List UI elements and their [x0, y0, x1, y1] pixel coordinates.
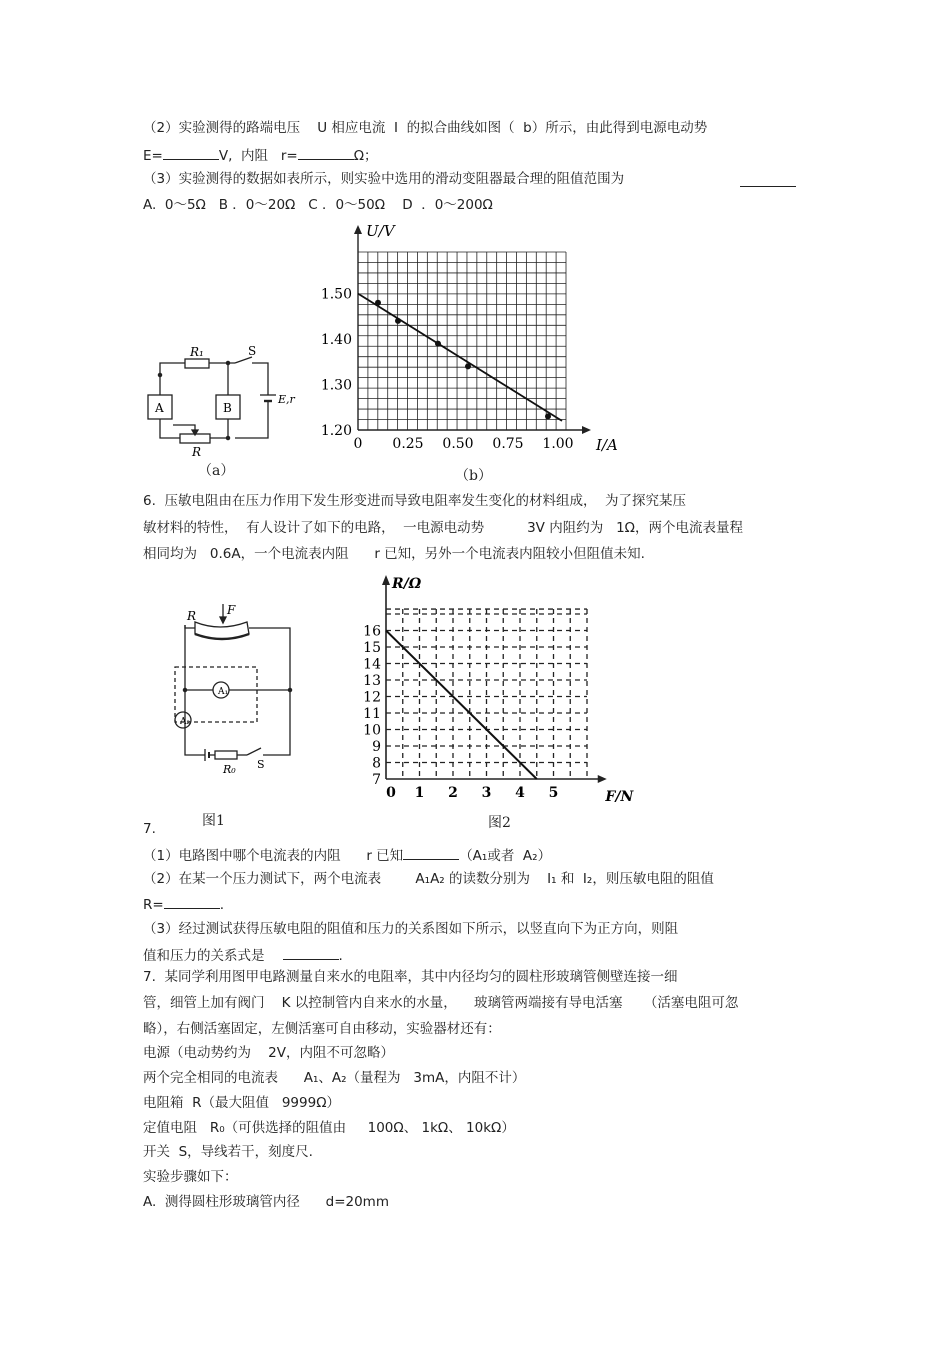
- material-5: 开关 S，导线若干，刻度尺.: [143, 1144, 313, 1160]
- resistance-r-blank[interactable]: [164, 894, 220, 909]
- y-tick-label: 16: [363, 623, 381, 640]
- sub2-line-2: R= .: [143, 894, 224, 914]
- y-axis-arrow: [382, 575, 390, 585]
- y-axis-label: R/Ω: [392, 576, 422, 592]
- q2-line-2: E= V, 内阻 r= Ω；: [143, 145, 378, 165]
- p7-line-1: 7. 某同学利用图甲电路测量自来水的电阻率，其中内径均匀的圆柱形玻璃管侧壁连接一细: [143, 969, 678, 985]
- rx-label: R: [187, 609, 197, 623]
- step-a: A. 测得圆柱形玻璃管内径 d=20mm: [143, 1194, 389, 1210]
- rheostat-blank[interactable]: [740, 172, 796, 187]
- x-tick-label: 1: [414, 785, 425, 801]
- material-3: 电阻箱 R（最大阻值 9999Ω）: [143, 1095, 341, 1111]
- sub3-line-1: （3）经过测试获得压敏电阻的阻值和压力的关系图如下所示，以竖直向下为正方向，则阻: [143, 921, 679, 937]
- data-point: [465, 363, 471, 369]
- data-point: [435, 341, 441, 347]
- data-point: [375, 300, 381, 306]
- ammeter-blank[interactable]: [403, 845, 459, 860]
- data-point: [545, 413, 551, 419]
- p6-line-1: 6. 压敏电阻由在压力作用下发生形变进而导致电阻率发生变化的材料组成， 为了探究某压: [143, 493, 687, 509]
- meter-a-label: A: [155, 401, 164, 415]
- y-tick-label: 13: [363, 673, 381, 689]
- rf-chart: [350, 572, 650, 804]
- resistance-blank[interactable]: [298, 145, 354, 160]
- sub3-line-2: 值和压力的关系式是 .: [143, 945, 343, 965]
- x-tick-label: 0: [386, 785, 396, 801]
- data-point: [395, 318, 401, 324]
- switch-label: S: [257, 758, 265, 771]
- r0-label: R₀: [223, 763, 236, 776]
- rheostat-r-label: R: [192, 445, 202, 459]
- circuit-diagram-a: [140, 344, 295, 445]
- ui-chart: [318, 222, 618, 462]
- q3-line-1: （3）实验测得的数据如表所示，则实验中选用的滑动变阻器最合理的阻值范围为: [143, 171, 625, 187]
- x-tick-label: 0: [353, 436, 363, 452]
- emf-blank[interactable]: [163, 145, 219, 160]
- x-tick-label: 0.75: [492, 436, 524, 452]
- p6-line-3: 相同均为 0.6A，一个电流表内阻 r 已知，另外一个电流表内阻较小但阻值未知.: [143, 546, 645, 562]
- x-tick-label: 0.50: [442, 436, 474, 452]
- x-axis-label: I/A: [596, 436, 618, 454]
- q3-options: A. 0～5Ω B ．0～20Ω C ．0～50Ω D ．0～200Ω: [143, 197, 493, 213]
- material-2: 两个完全相同的电流表 A₁、A₂（量程为 3mA，内阻不计）: [143, 1070, 526, 1086]
- caption-fig1: 图1: [202, 813, 225, 829]
- steps-heading: 实验步骤如下：: [143, 1169, 238, 1185]
- x-axis-arrow: [582, 426, 591, 434]
- p7-line-3: 略），右侧活塞固定，左侧活塞可自由移动，实验器材还有：: [143, 1021, 501, 1037]
- sub2-line-1: （2）在某一个压力测试下，两个电流表 A₁A₂ 的读数分别为 I₁ 和 I₂，则压敏电阻的阻值: [143, 871, 714, 887]
- x-tick-label: 1.00: [542, 436, 574, 452]
- p7-line-2: 管，细管上加有阀门 K 以控制管内自来水的水量， 玻璃管两端接有导电活塞 （活塞电阻可忽: [143, 995, 739, 1011]
- caption-a: （a）: [198, 463, 235, 479]
- caption-fig2: 图2: [488, 815, 511, 831]
- fit-line: [358, 294, 562, 421]
- caption-b: （b）: [455, 468, 492, 484]
- p6-line-2: 敏材料的特性， 有人设计了如下的电路， 一电源电动势 3V 内阻约为 1Ω，两个电流表量程: [143, 520, 743, 536]
- sub1-line: （1）电路图中哪个电流表的内阻 r 已知 （A₁或者 A₂）: [143, 845, 551, 865]
- relation-blank[interactable]: [283, 945, 339, 960]
- y-tick-label: 12: [363, 689, 381, 706]
- y-tick-label: 7: [372, 772, 381, 788]
- x-tick-label: 2: [448, 785, 458, 801]
- y-tick-label: 10: [363, 722, 381, 739]
- y-axis-arrow: [354, 225, 362, 234]
- y-tick-label: 14: [363, 656, 381, 673]
- material-1: 电源（电动势约为 2V，内阻不可忽略）: [143, 1045, 394, 1061]
- x-tick-label: 4: [515, 785, 525, 801]
- source-er-label: E,r: [278, 393, 295, 406]
- ammeter-a2-glyph: A₂: [180, 717, 191, 727]
- material-4: 定值电阻 R₀（可供选择的阻值由 100Ω、 1kΩ、 10kΩ）: [143, 1120, 515, 1136]
- y-tick-label: 1.40: [320, 332, 352, 349]
- p7-number: 7.: [143, 821, 156, 837]
- y-tick-label: 1.50: [320, 286, 352, 303]
- y-tick-label: 15: [363, 640, 381, 656]
- y-axis-label: U/V: [366, 222, 395, 240]
- circuit-diagram-1: [165, 600, 305, 780]
- y-tick-label: 9: [372, 739, 381, 755]
- ammeter-a1-glyph: A₁: [218, 687, 229, 697]
- x-axis-label: F/N: [605, 789, 634, 805]
- y-tick-label: 1.20: [320, 423, 352, 439]
- rheostat-r-label-wrap: [190, 443, 210, 461]
- y-tick-label: 8: [372, 755, 381, 772]
- meter-b-label: B: [223, 401, 232, 415]
- y-tick-label: 1.30: [320, 377, 352, 394]
- fit-line: [386, 631, 537, 780]
- r1-label: R₁: [190, 345, 204, 359]
- y-tick-label: 11: [363, 706, 381, 722]
- switch-s-label: S: [248, 344, 257, 358]
- x-tick-label: 3: [481, 785, 492, 801]
- x-tick-label: 0.25: [392, 436, 424, 452]
- force-label: F: [227, 603, 236, 617]
- x-tick-label: 5: [548, 785, 559, 801]
- x-axis-arrow: [598, 775, 607, 783]
- q2-line-1: （2）实验测得的路端电压 U 相应电流 I 的拟合曲线如图（ b）所示，由此得到电源电动势: [143, 120, 708, 136]
